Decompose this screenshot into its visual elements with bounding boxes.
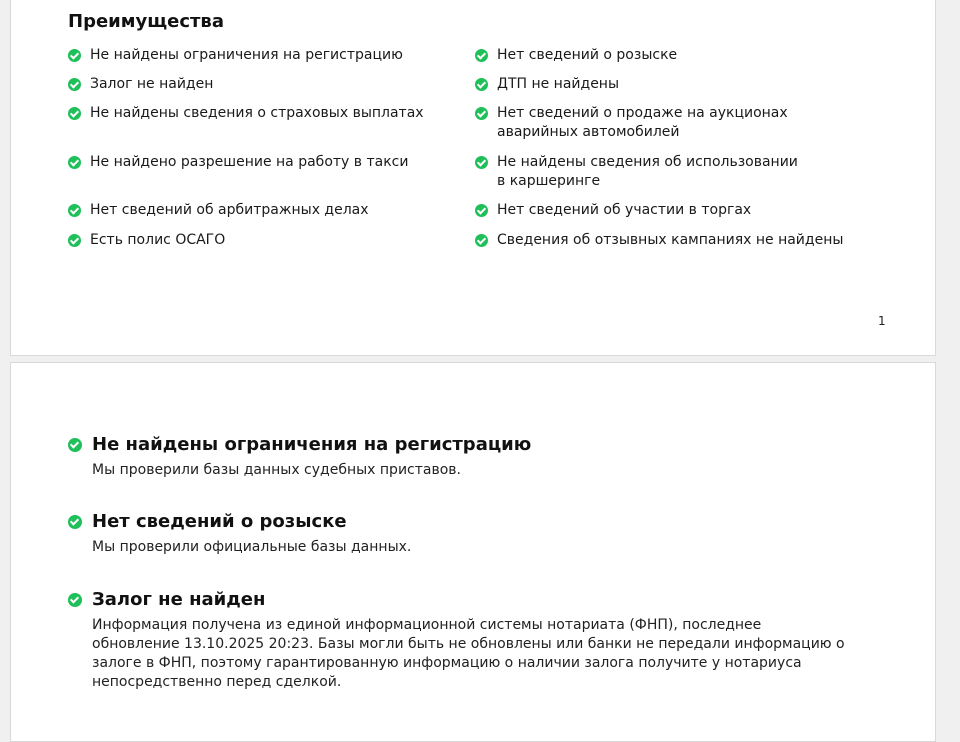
advantage-item — [68, 46, 468, 65]
check-circle-icon — [68, 107, 81, 120]
detail-block — [68, 433, 848, 480]
detail-title: Нет сведений о розыске — [92, 511, 347, 532]
detail-text: Мы проверили базы данных судебных приставов. — [92, 462, 461, 478]
detail-block — [68, 588, 848, 692]
advantage-item — [475, 231, 875, 250]
advantage-label: Не найдены сведения о страховых выплатах — [90, 105, 424, 121]
detail-title: Залог не найден — [92, 589, 266, 610]
report-page-1 — [10, 0, 936, 356]
detail-title: Не найдены ограничения на регистрацию — [92, 434, 532, 455]
advantage-label: Нет сведений о розыске — [497, 47, 678, 63]
check-circle-icon — [68, 438, 82, 452]
advantage-label: Залог не найден — [90, 76, 214, 92]
advantage-label: ДТП не найдены — [497, 76, 620, 92]
check-circle-icon — [68, 78, 81, 91]
check-circle-icon — [475, 156, 488, 169]
advantage-item — [475, 46, 875, 65]
check-circle-icon — [68, 204, 81, 217]
report-page-2 — [10, 362, 936, 742]
detail-text: Информация получена из единой информационной системы нотариата (ФНП), последнее обновление 13.10.2025 20:23. Базы могли быть не обновлены или банки не передали информацию о залоге в ФНП, поэтому гарантированную информацию о наличии залога получите у нотариуса непосредственно перед сделкой. — [92, 617, 845, 690]
check-circle-icon — [475, 204, 488, 217]
page-number: 1 — [878, 314, 886, 328]
detail-text: Мы проверили официальные базы данных. — [92, 539, 412, 555]
advantage-item — [475, 104, 865, 142]
check-circle-icon — [68, 593, 82, 607]
advantage-label: Сведения об отзывных кампаниях не найдены — [497, 232, 844, 248]
advantage-item — [68, 201, 468, 220]
check-circle-icon — [475, 49, 488, 62]
advantage-label: Нет сведений об участии в торгах — [497, 202, 752, 218]
advantage-label: Нет сведений об арбитражных делах — [90, 202, 369, 218]
advantage-item — [68, 75, 468, 94]
advantage-item — [68, 231, 468, 250]
check-circle-icon — [475, 107, 488, 120]
check-circle-icon — [475, 78, 488, 91]
advantage-item — [68, 104, 468, 123]
check-circle-icon — [68, 515, 82, 529]
advantage-label: Не найдены ограничения на регистрацию — [90, 47, 403, 63]
advantage-label: Не найдены сведения об использовании в каршеринге — [497, 154, 798, 189]
advantage-item — [68, 153, 468, 172]
advantage-label: Есть полис ОСАГО — [90, 232, 226, 248]
detail-block — [68, 510, 848, 557]
check-circle-icon — [68, 234, 81, 247]
check-circle-icon — [68, 156, 81, 169]
advantage-item — [475, 153, 805, 191]
advantage-item — [475, 75, 875, 94]
advantage-label: Нет сведений о продаже на аукционах аварийных автомобилей — [497, 105, 788, 140]
advantages-title: Преимущества — [68, 11, 224, 32]
advantage-item — [475, 201, 875, 220]
check-circle-icon — [68, 49, 81, 62]
check-circle-icon — [475, 234, 488, 247]
advantage-label: Не найдено разрешение на работу в такси — [90, 154, 409, 170]
